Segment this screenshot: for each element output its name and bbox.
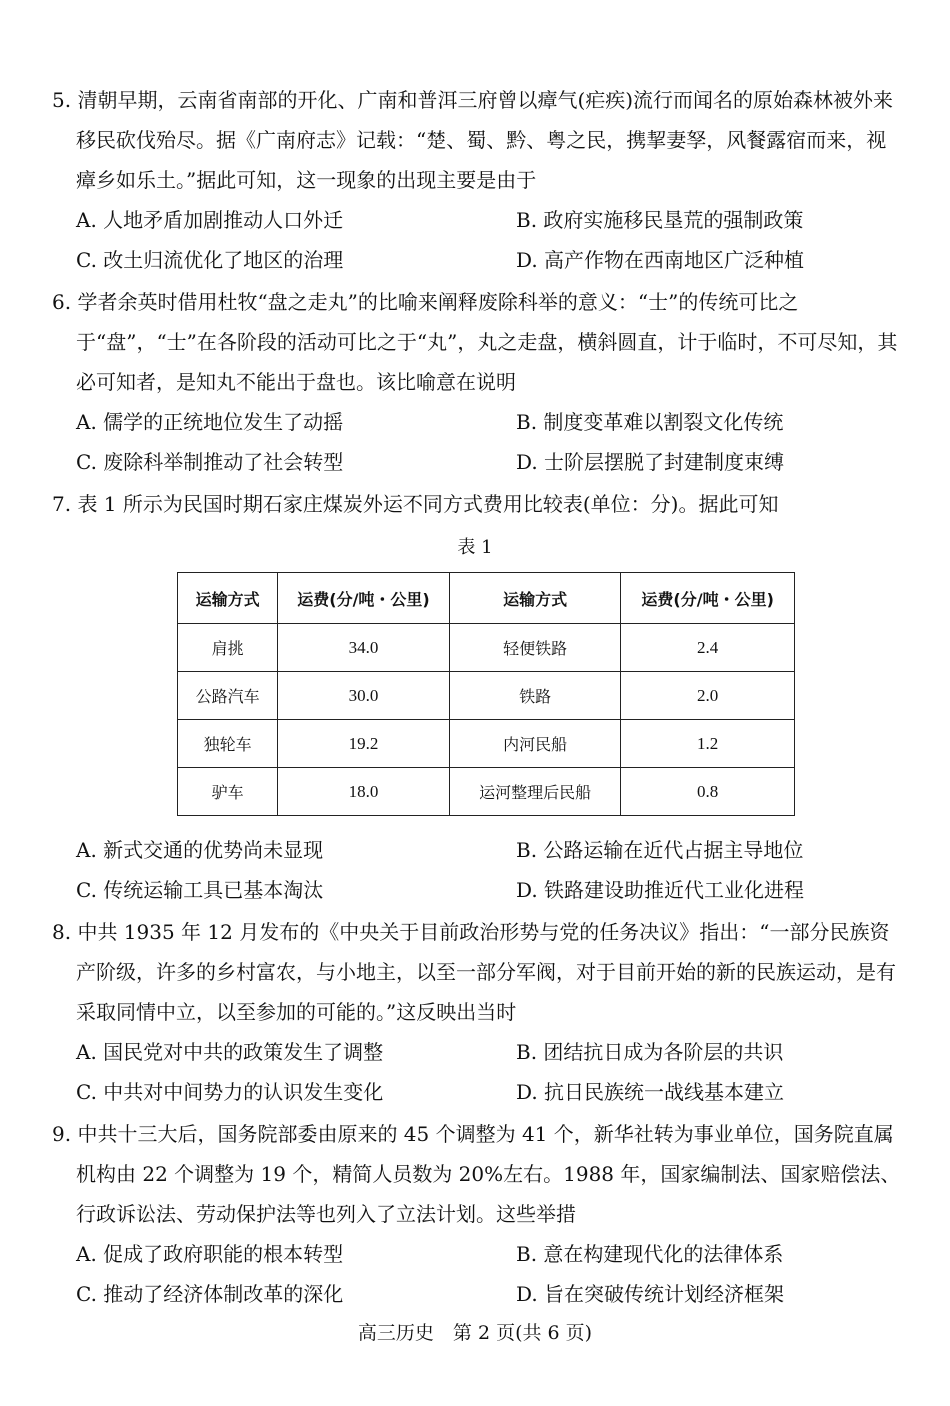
option-c: C. 推动了经济体制改革的深化 [76, 1282, 344, 1306]
question-9 [52, 1114, 902, 1314]
table-cell: 驴车 [178, 768, 278, 816]
question-5 [52, 80, 902, 280]
table-cell: 内河民船 [449, 720, 621, 768]
option-d: D. 高产作物在西南地区广泛种植 [516, 248, 805, 272]
column-header: 运输方式 [449, 573, 621, 624]
option-c: C. 中共对中间势力的认识发生变化 [76, 1080, 384, 1104]
option-b: B. 制度变革难以割裂文化传统 [516, 410, 784, 434]
option-d: D. 铁路建设助推近代工业化进程 [516, 878, 805, 902]
freight-cost-table [177, 572, 795, 816]
options [52, 1234, 902, 1314]
table-cell: 1.2 [621, 720, 795, 768]
table-cell: 0.8 [621, 768, 795, 816]
option-b: B. 政府实施移民垦荒的强制政策 [516, 208, 804, 232]
table-cell: 18.0 [278, 768, 450, 816]
question-6 [52, 282, 902, 482]
options [52, 1032, 902, 1112]
table-cell: 铁路 [449, 672, 621, 720]
table-cell: 轻便铁路 [449, 624, 621, 672]
option-a: A. 儒学的正统地位发生了动摇 [76, 410, 344, 434]
table-cell: 独轮车 [178, 720, 278, 768]
table-cell: 公路汽车 [178, 672, 278, 720]
option-a: A. 国民党对中共的政策发生了调整 [76, 1040, 384, 1064]
column-header: 运输方式 [178, 573, 278, 624]
page-footer: 高三历史 第 2 页(共 6 页) [357, 1322, 593, 1344]
table-caption: 表 1 [457, 537, 493, 558]
question-7 [52, 484, 902, 524]
option-a: A. 促成了政府职能的根本转型 [76, 1242, 344, 1266]
table-row [178, 768, 795, 816]
table-cell: 2.0 [621, 672, 795, 720]
option-b: B. 意在构建现代化的法律体系 [516, 1242, 784, 1266]
option-d: D. 士阶层摆脱了封建制度束缚 [516, 450, 785, 474]
table-row [178, 720, 795, 768]
table-cell: 运河整理后民船 [449, 768, 621, 816]
column-header: 运费(分/吨・公里) [621, 573, 795, 624]
option-c: C. 改土归流优化了地区的治理 [76, 248, 344, 272]
option-a: A. 人地矛盾加剧推动人口外迁 [76, 208, 344, 232]
option-d: D. 旨在突破传统计划经济框架 [516, 1282, 785, 1306]
table-cell: 19.2 [278, 720, 450, 768]
option-b: B. 公路运输在近代占据主导地位 [516, 838, 804, 862]
table-cell: 肩挑 [178, 624, 278, 672]
table-cell: 30.0 [278, 672, 450, 720]
options [52, 200, 902, 280]
table-cell: 2.4 [621, 624, 795, 672]
option-d: D. 抗日民族统一战线基本建立 [516, 1080, 785, 1104]
question-stem: 6. 学者余英时借用杜牧“盘之走丸”的比喻来阐释废除科举的意义：“士”的传统可比之于“盘”，“士”在各阶段的活动可比之于“丸”，丸之走盘，横斜圆直，计于临时，不可尽知，其必可知者，是知丸不能出于盘也。该比喻意在说明 [52, 290, 898, 394]
option-c: C. 传统运输工具已基本淘汰 [76, 878, 324, 902]
question-stem: 8. 中共 1935 年 12 月发布的《中央关于目前政治形势与党的任务决议》指出：“一部分民族资产阶级，许多的乡村富农，与小地主，以至一部分军阀，对于目前开始的新的民族运动，是有采取同情中立，以至参加的可能的。”这反映出当时 [52, 920, 896, 1024]
options [52, 830, 902, 910]
option-a: A. 新式交通的优势尚未显现 [76, 838, 324, 862]
table-cell: 34.0 [278, 624, 450, 672]
question-7-options [52, 830, 902, 910]
table-row [178, 672, 795, 720]
question-stem: 7. 表 1 所示为民国时期石家庄煤炭外运不同方式费用比较表(单位：分)。据此可知 [52, 492, 779, 516]
column-header: 运费(分/吨・公里) [278, 573, 450, 624]
question-stem: 5. 清朝早期，云南省南部的开化、广南和普洱三府曾以瘴气(疟疾)流行而闻名的原始森林被外来移民砍伐殆尽。据《广南府志》记载：“楚、蜀、黔、粤之民，携挈妻孥，风餐露宿而来，视瘴乡如乐土。”据此可知，这一现象的出现主要是由于 [52, 88, 894, 192]
question-stem: 9. 中共十三大后，国务院部委由原来的 45 个调整为 41 个，新华社转为事业单位，国务院直属机构由 22 个调整为 19 个，精简人员数为 20%左右。1988 年，国家编制法、国家赔偿法、行政诉讼法、劳动保护法等也列入了立法计划。这些举措 [52, 1122, 901, 1226]
option-b: B. 团结抗日成为各阶层的共识 [516, 1040, 784, 1064]
table-row [178, 624, 795, 672]
option-c: C. 废除科举制推动了社会转型 [76, 450, 344, 474]
table-header-row [178, 573, 795, 624]
question-8 [52, 912, 902, 1112]
options [52, 402, 902, 482]
